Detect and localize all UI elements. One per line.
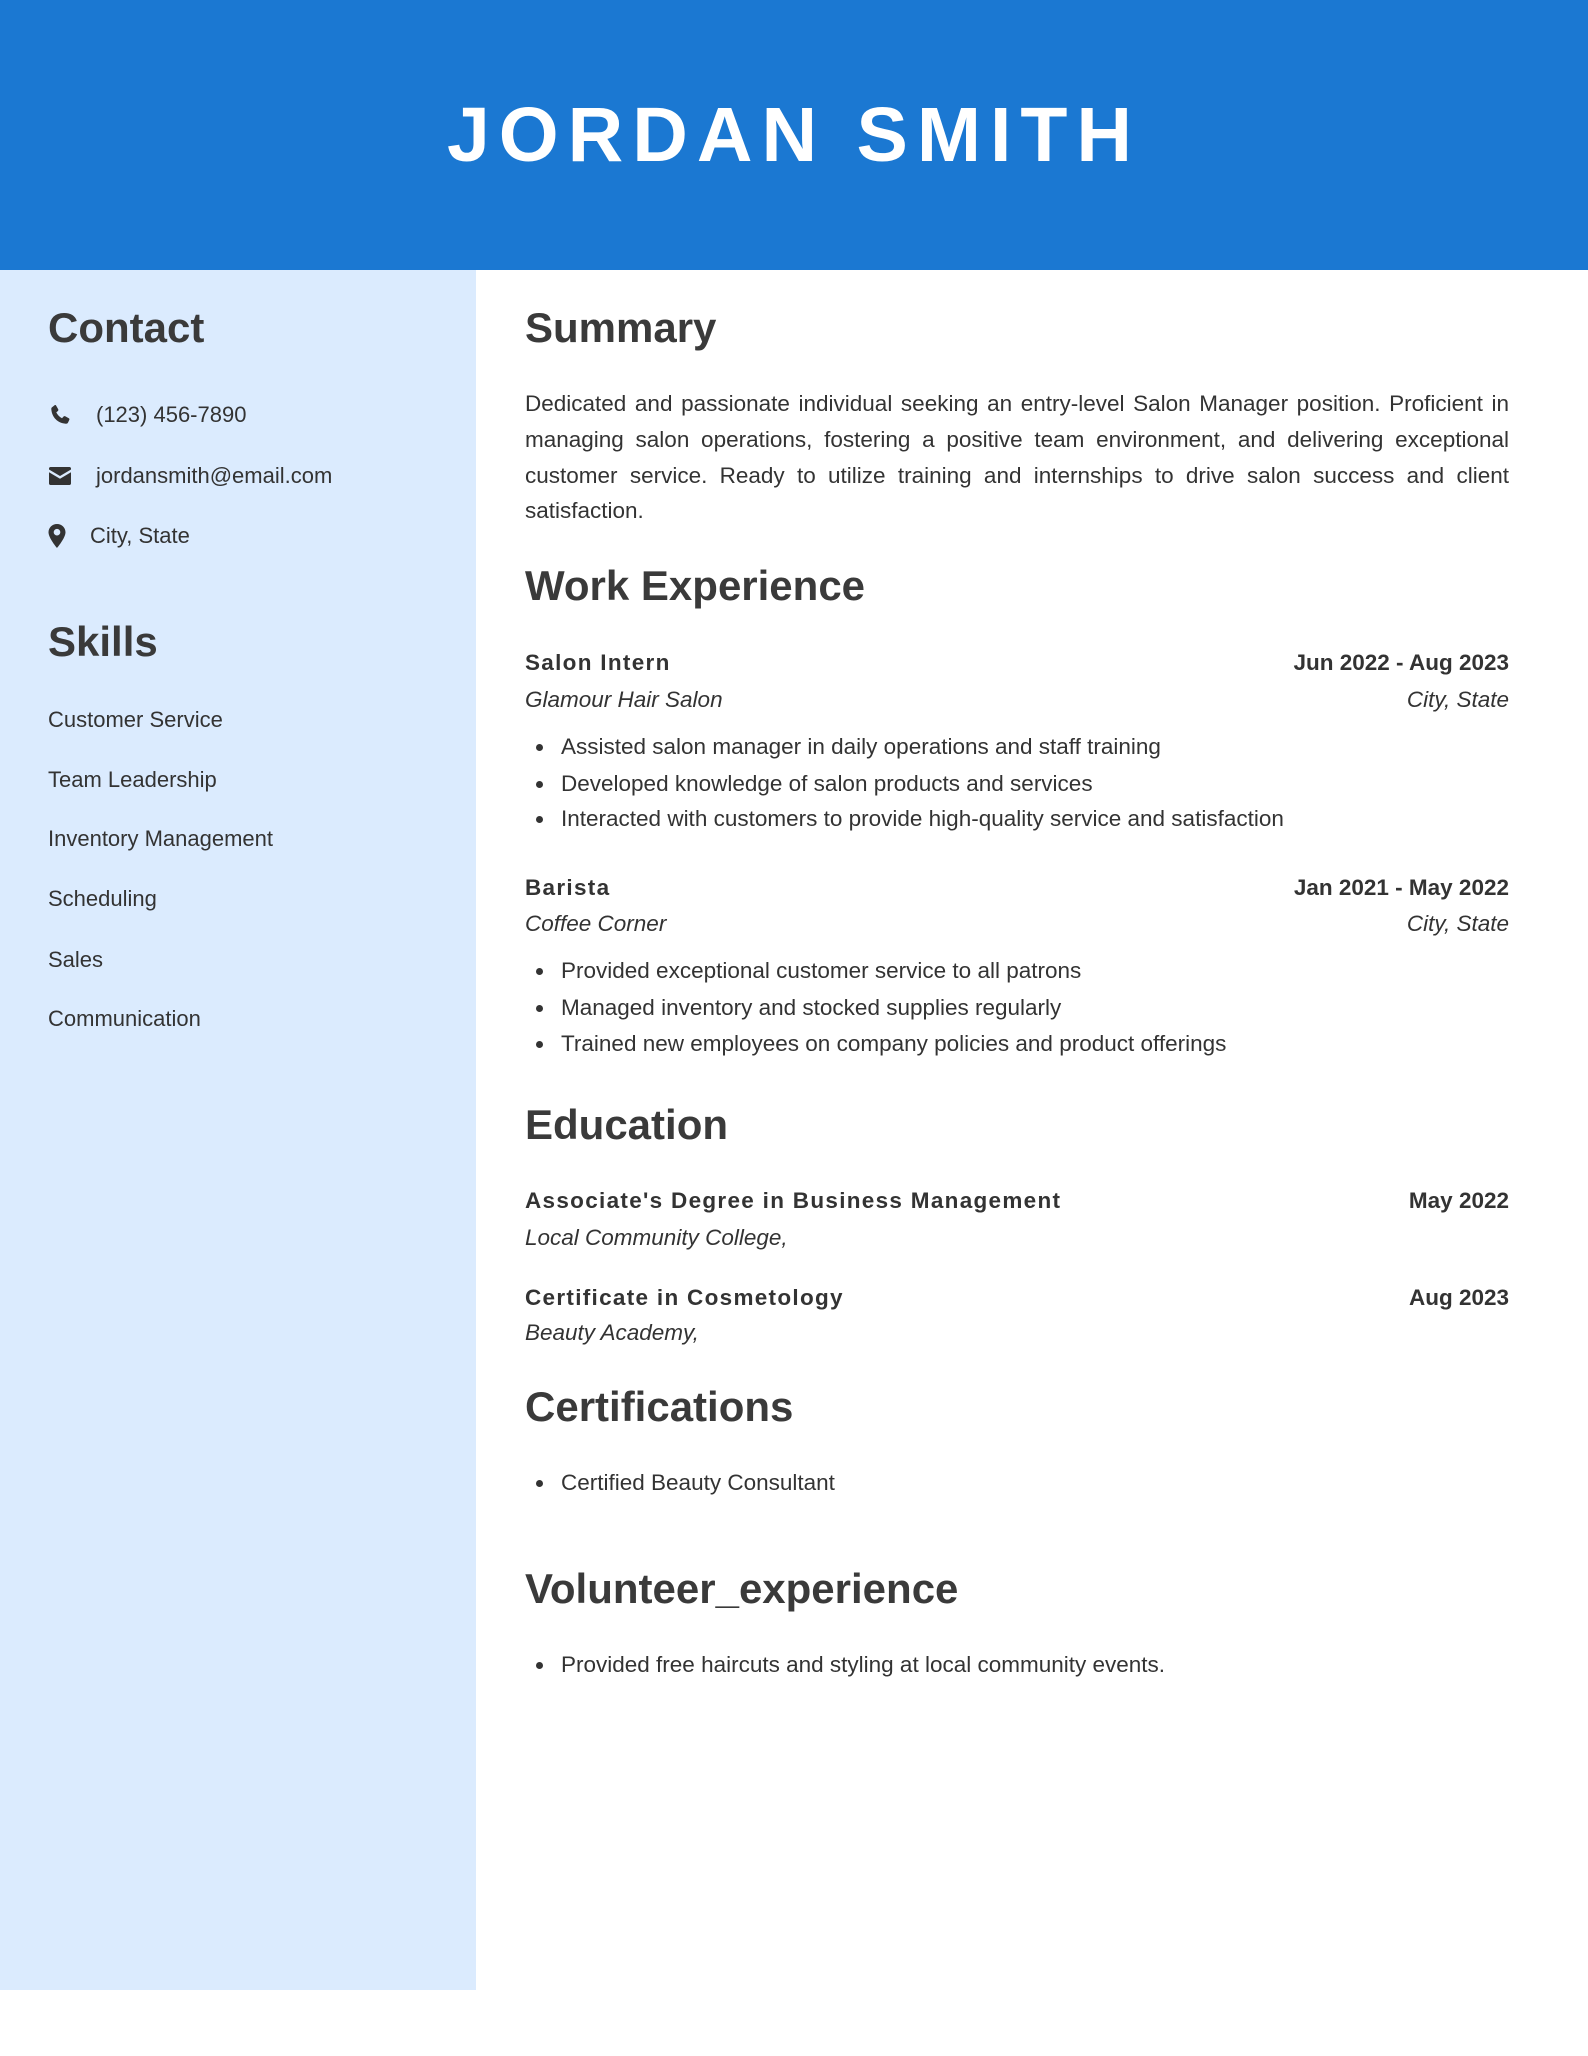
job-dates: Jun 2022 - Aug 2023: [1293, 650, 1509, 675]
skill-item: Team Leadership: [48, 767, 217, 792]
job-title: Barista: [525, 875, 611, 900]
volunteer-heading: Volunteer_experience: [525, 1565, 959, 1612]
job-location: City, State: [1406, 911, 1509, 936]
skills-heading: Skills: [48, 618, 158, 665]
education-heading: Education: [525, 1101, 729, 1148]
school-name: Beauty Academy,: [525, 1320, 699, 1345]
job-dates: Jan 2021 - May 2022: [1293, 875, 1509, 900]
certification-item: Certified Beauty Consultant: [561, 1470, 835, 1495]
job-company: Glamour Hair Salon: [525, 687, 723, 712]
phone-icon: [48, 402, 74, 428]
contact-phone-text: (123) 456-7890: [96, 402, 247, 427]
candidate-name: JORDAN SMITH: [446, 92, 1142, 178]
certifications-heading: Certifications: [525, 1383, 794, 1430]
job-company: Coffee Corner: [525, 911, 667, 936]
work-experience-heading: Work Experience: [525, 562, 866, 609]
envelope-icon: [48, 463, 74, 489]
skill-item: Sales: [48, 947, 104, 972]
job-bullet: Trained new employees on company policies and product offerings: [561, 1031, 1227, 1056]
job-bullet: Assisted salon manager in daily operations and staff training: [561, 734, 1161, 759]
contact-email-text[interactable]: jordansmith@email.com: [96, 463, 333, 488]
job-location: City, State: [1406, 687, 1509, 712]
skill-item: Communication: [48, 1006, 201, 1031]
degree-date: May 2022: [1408, 1188, 1509, 1213]
contact-heading: Contact: [48, 304, 205, 351]
contact-email: [48, 462, 332, 490]
skill-item: Inventory Management: [48, 826, 274, 851]
degree-title: Certificate in Cosmetology: [525, 1285, 844, 1310]
job-bullet: Interacted with customers to provide high-quality service and satisfaction: [561, 806, 1284, 831]
skill-item: Customer Service: [48, 707, 223, 732]
job-bullet: Developed knowledge of salon products and services: [561, 771, 1093, 796]
contact-location: [48, 522, 190, 550]
contact-phone: [48, 401, 246, 429]
map-marker-icon: [48, 523, 68, 549]
degree-title: Associate's Degree in Business Management: [525, 1188, 1062, 1213]
job-bullet: Provided exceptional customer service to all patrons: [561, 958, 1082, 983]
skill-item: Scheduling: [48, 886, 157, 911]
degree-date: Aug 2023: [1408, 1285, 1509, 1310]
job-bullet: Managed inventory and stocked supplies regularly: [561, 995, 1062, 1020]
job-title: Salon Intern: [525, 650, 671, 675]
summary-heading: Summary: [525, 304, 717, 351]
summary-text: Dedicated and passionate individual seeking an entry-level Salon Manager position. Proficient in managing salon operations, fostering a positive team environment, and delivering exceptional customer service. Ready to utilize training and internships to drive salon success and client satisfaction.: [525, 391, 1509, 524]
header-banner: [0, 0, 1588, 270]
school-name: Local Community College,: [525, 1225, 788, 1250]
contact-location-text: City, State: [90, 523, 190, 548]
volunteer-item: Provided free haircuts and styling at local community events.: [561, 1652, 1166, 1677]
